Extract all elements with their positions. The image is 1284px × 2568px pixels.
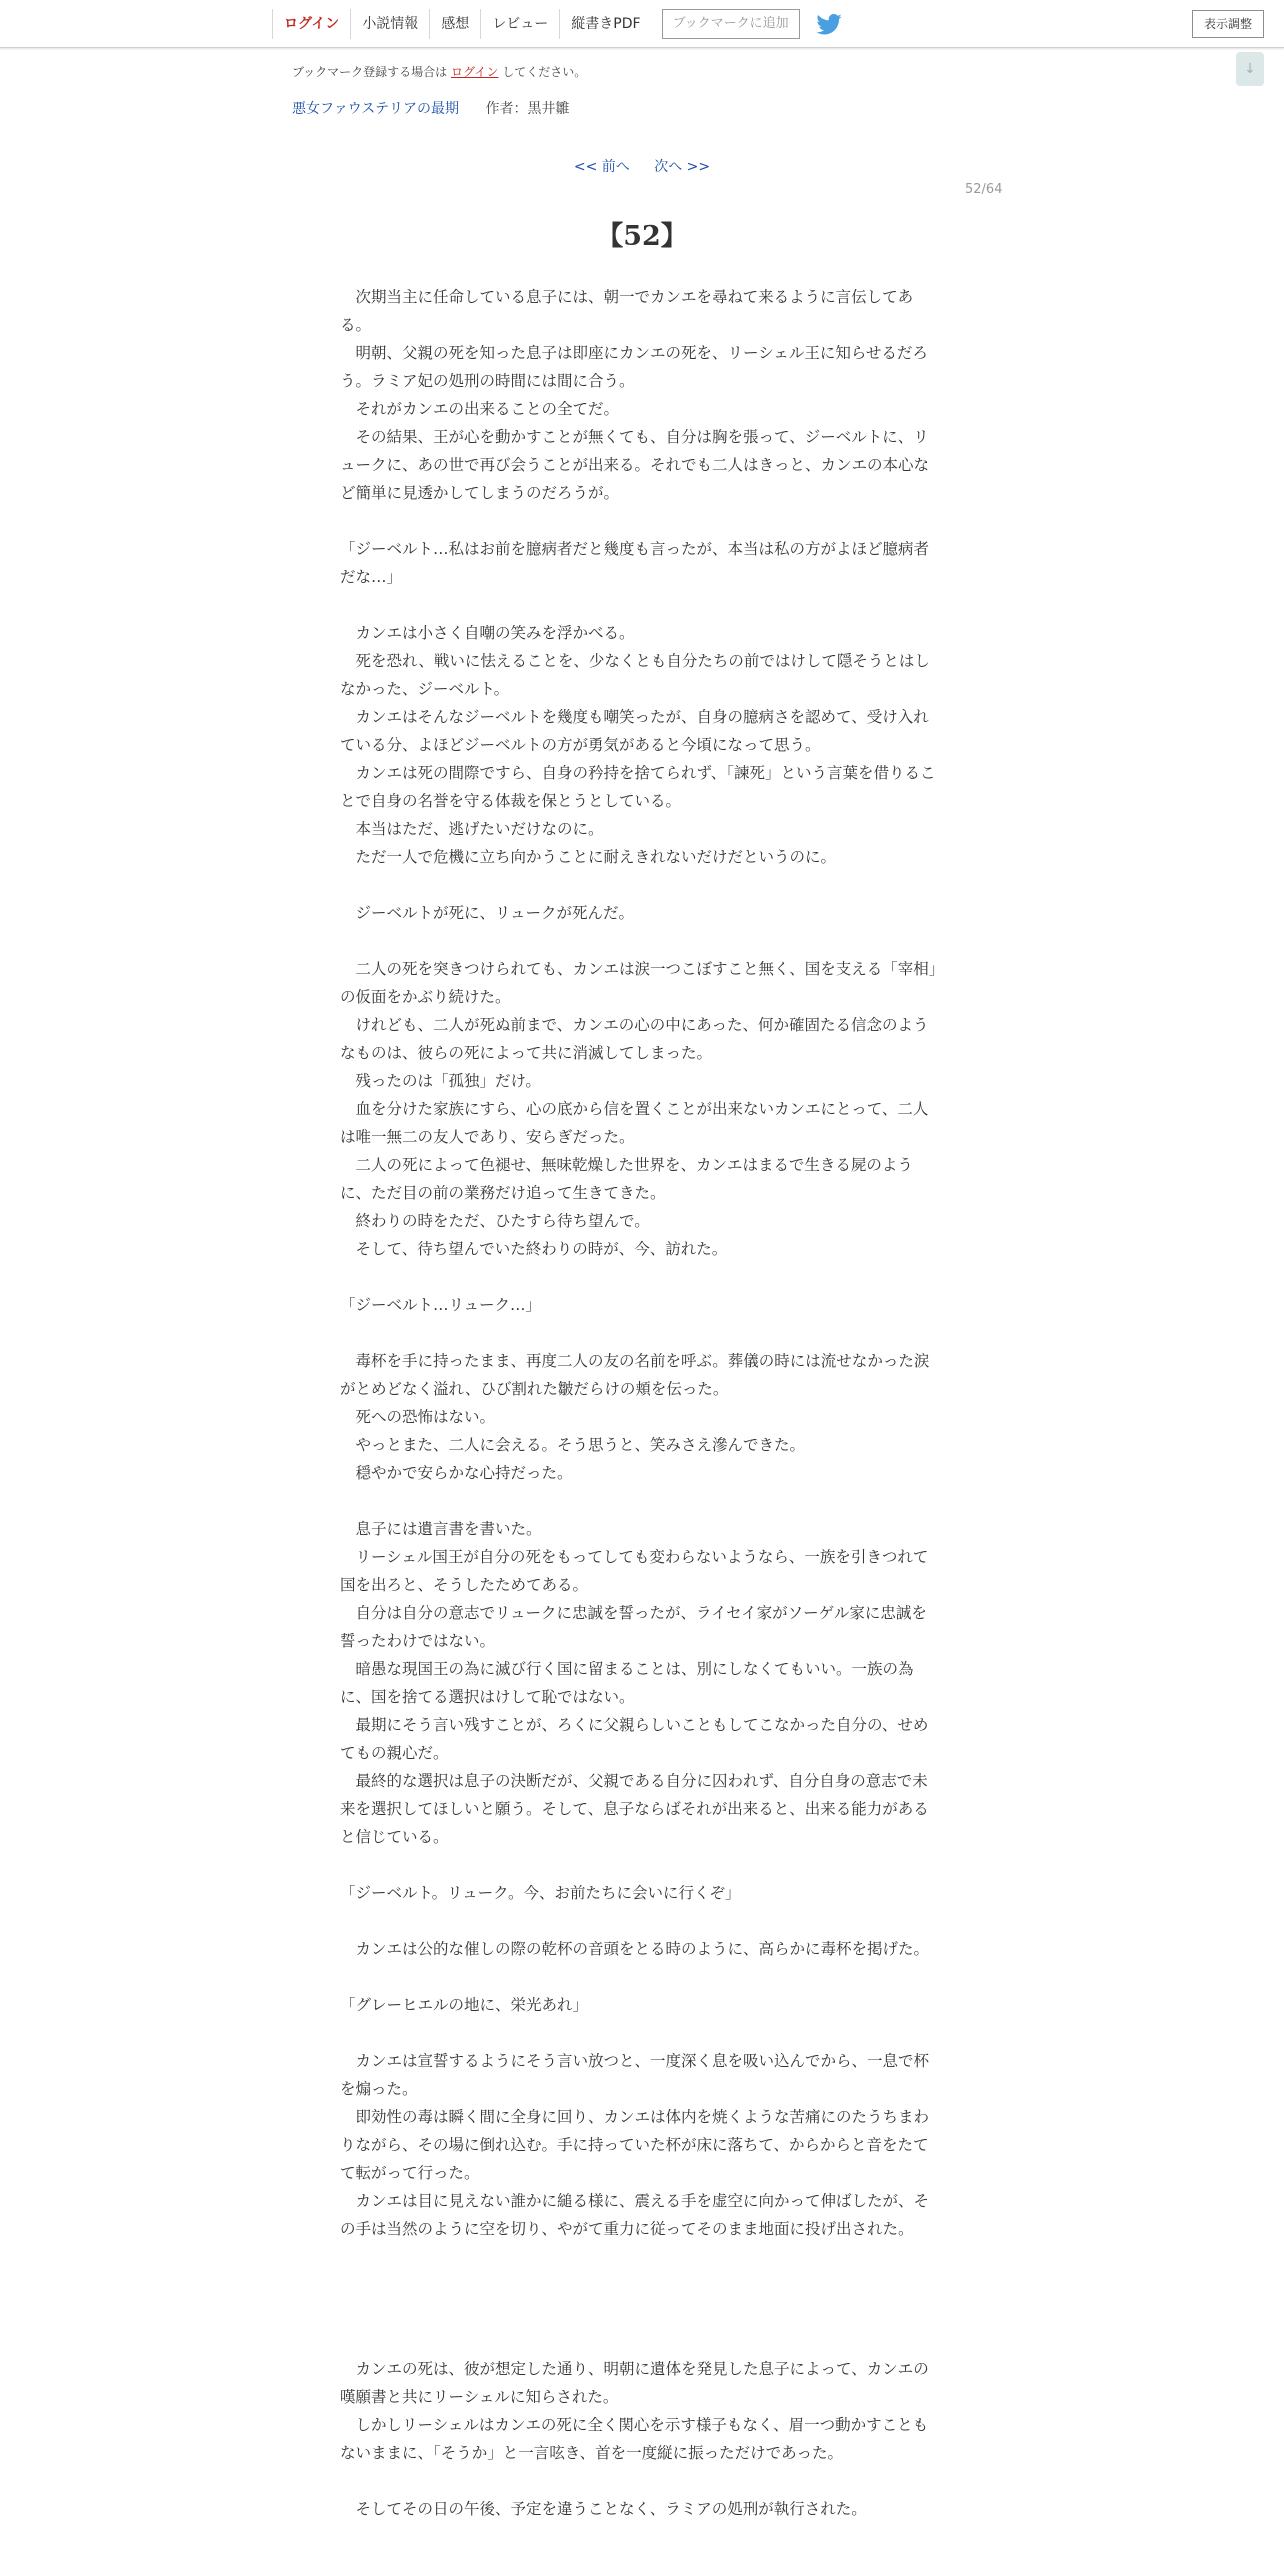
body-paragraph: 二人の死によって色褪せ、無味乾燥した世界を、カンエはまるで生きる屍のように、ただ目の前の業務だけ追って生きてきた。 xyxy=(340,1156,913,1202)
login-note-prefix: ブックマーク登録する場合は xyxy=(292,65,448,79)
body-paragraph: ジーベルトが死に、リュークが死んだ。 xyxy=(340,904,635,922)
prev-chapter-link[interactable]: << 前へ xyxy=(573,159,630,175)
body-paragraph: カンエは目に見えない誰かに縋る様に、震える手を虚空に向かって伸ばしたが、その手は当然のように空を切り、やがて重力に従ってそのまま地面に投げ出された。 xyxy=(340,2192,930,2238)
chapter-pager xyxy=(0,156,1284,176)
blank-line xyxy=(340,507,940,535)
body-paragraph: 穏やかで安らかな心持だった。 xyxy=(340,1464,573,1482)
blank-line xyxy=(340,591,940,619)
body-paragraph: カンエの死は、彼が想定した通り、明朝に遺体を発見した息子によって、カンエの嘆願書と共にリーシェルに知らされた。 xyxy=(340,2360,929,2406)
body-paragraph: 本当はただ、逃げたいだけなのに。 xyxy=(340,820,604,838)
body-paragraph: やっとまた、二人に会える。そう思うと、笑みさえ滲んできた。 xyxy=(340,1436,806,1454)
body-paragraph: 「ジーベルト…リューク…」 xyxy=(340,1296,542,1314)
body-paragraph: 明朝、父親の死を知った息子は即座にカンエの死を、リーシェル王に知らせるだろう。ラミア妃の処刑の時間には間に合う。 xyxy=(340,344,928,390)
body-paragraph: 自分は自分の意志でリュークに忠誠を誓ったが、ライセイ家がソーゲル家に忠誠を誓ったわけではない。 xyxy=(340,1604,927,1650)
next-chapter-link[interactable]: 次へ >> xyxy=(654,159,711,175)
body-paragraph: そしてその日の午後、予定を違うことなく、ラミアの処刑が執行された。 xyxy=(340,2500,867,2518)
blank-line xyxy=(340,927,940,955)
blank-line xyxy=(340,1963,940,1991)
nav-login-link[interactable]: ログイン xyxy=(272,9,350,39)
body-paragraph: しかしリーシェルはカンエの死に全く関心を示す様子もなく、眉一つ動かすこともないままに、「そうか」と一言呟き、首を一度縦に振っただけであった。 xyxy=(340,2416,929,2462)
body-paragraph: ただ一人で危機に立ち向かうことに耐えきれないだけだというのに。 xyxy=(340,848,837,866)
body-paragraph: カンエは公的な催しの際の乾杯の音頭をとる時のように、高らかに毒杯を掲げた。 xyxy=(340,1940,930,1958)
scroll-down-button[interactable]: ↓ xyxy=(1236,52,1264,86)
body-paragraph: 最終的な選択は息子の決断だが、父親である自分に囚われず、自分自身の意志で未来を選択してほしいと願う。そして、息子ならばそれが出来ると、出来る能力があると信じている。 xyxy=(340,1772,929,1846)
novel-author: 作者：黒井雛 xyxy=(485,101,570,117)
blank-line xyxy=(340,1319,940,1347)
blank-line xyxy=(340,2327,940,2355)
nav-novel-info-link[interactable]: 小説情報 xyxy=(350,9,429,39)
body-paragraph: カンエは小さく自嘲の笑みを浮かべる。 xyxy=(340,624,635,642)
body-paragraph: カンエはそんなジーベルトを幾度も嘲笑ったが、自身の臆病さを認めて、受け入れている分、よほどジーベルトの方が勇気があると今頃になって思う。 xyxy=(340,708,929,754)
body-paragraph: 「ジーベルト。リューク。今、お前たちに会いに行くぞ」 xyxy=(340,1884,741,1902)
body-paragraph: 二人の死を突きつけられても、カンエは涙一つこぼすこと無く、国を支える「宰相」の仮面をかぶり続けた。 xyxy=(340,960,937,1006)
nav-menu xyxy=(272,8,844,40)
page-number: 52/64 xyxy=(965,182,1003,197)
body-paragraph: 毒杯を手に持ったまま、再度二人の友の名前を呼ぶ。葬儀の時には流せなかった涙がとめどなく溢れ、ひび割れた皺だらけの頬を伝った。 xyxy=(340,1352,930,1398)
nav-impressions-link[interactable]: 感想 xyxy=(429,9,480,39)
top-nav-bar xyxy=(0,0,1284,48)
nav-review-link[interactable]: レビュー xyxy=(480,9,559,39)
add-bookmark-button[interactable]: ブックマークに追加 xyxy=(662,9,800,39)
blank-line xyxy=(340,1907,940,1935)
blank-line xyxy=(340,2299,940,2327)
blank-line xyxy=(340,2271,940,2299)
body-paragraph: 血を分けた家族にすら、心の底から信を置くことが出来ないカンエにとって、二人は唯一無二の友人であり、安らぎだった。 xyxy=(340,1100,929,1146)
body-paragraph: そして、待ち望んでいた終わりの時が、今、訪れた。 xyxy=(340,1240,728,1258)
blank-line xyxy=(340,871,940,899)
body-paragraph: 終わりの時をただ、ひたすら待ち望んで。 xyxy=(340,1212,650,1230)
chapter-title: 【52】 xyxy=(596,221,688,252)
body-paragraph: カンエは死の間際ですら、自身の矜持を捨てられず、「諫死」という言葉を借りることで自身の名誉を守る体裁を保とうとしている。 xyxy=(340,764,936,810)
body-paragraph: その結果、王が心を動かすことが無くても、自分は胸を張って、ジーベルトに、リュークに、あの世で再び会うことが出来る。それでも二人はきっと、カンエの本心など簡単に見透かしてしまうのだろうが。 xyxy=(340,428,930,502)
body-paragraph: けれども、二人が死ぬ前まで、カンエの心の中にあった、何か確固たる信念のようなものは、彼らの死によって共に消滅してしまった。 xyxy=(340,1016,929,1062)
body-paragraph: 次期当主に任命している息子には、朝一でカンエを尋ねて来るように言伝してある。 xyxy=(340,288,914,334)
body-paragraph: 息子には遺言書を書いた。 xyxy=(340,1520,542,1538)
bookmark-login-note xyxy=(292,63,586,80)
novel-meta xyxy=(292,98,569,118)
blank-line xyxy=(340,1851,940,1879)
blank-line xyxy=(340,2019,940,2047)
blank-line xyxy=(340,1487,940,1515)
body-paragraph: リーシェル国王が自分の死をもってしても変わらないようなら、一族を引きつれて国を出ろと、そうしたためてある。 xyxy=(340,1548,929,1594)
body-paragraph: 「グレーヒエルの地に、栄光あれ」 xyxy=(340,1996,589,2014)
body-paragraph: 「ジーベルト…私はお前を臆病者だと幾度も言ったが、本当は私の方がよほど臆病者だな…」 xyxy=(340,540,930,586)
login-note-suffix: してください。 xyxy=(502,65,587,79)
nav-vertical-pdf-link[interactable]: 縦書きPDF xyxy=(559,9,651,39)
display-settings-button[interactable]: 表示調整 xyxy=(1192,10,1264,38)
body-paragraph: カンエは宣誓するようにそう言い放つと、一度深く息を吸い込んでから、一息で杯を煽った。 xyxy=(340,2052,930,2098)
login-note-link[interactable]: ログイン xyxy=(451,65,499,79)
blank-line xyxy=(340,2243,940,2271)
body-paragraph: 暗愚な現国王の為に滅び行く国に留まることは、別にしなくてもいい。一族の為に、国を捨てる選択はけして恥ではない。 xyxy=(340,1660,914,1706)
body-paragraph: 残ったのは「孤独」だけ。 xyxy=(340,1072,541,1090)
body-paragraph: それがカンエの出来ることの全てだ。 xyxy=(340,400,620,418)
twitter-bird-icon[interactable] xyxy=(816,12,844,36)
body-paragraph: 即効性の毒は瞬く間に全身に回り、カンエは体内を焼くような苦痛にのたうちまわりながら、その場に倒れ込む。手に持っていた杯が床に落ちて、からからと音をたてて転がって行った。 xyxy=(340,2108,930,2182)
novel-body xyxy=(340,283,940,2523)
blank-line xyxy=(340,1263,940,1291)
body-paragraph: 死を恐れ、戦いに怯えることを、少なくとも自分たちの前ではけして隠そうとはしなかった、ジーベルト。 xyxy=(340,652,930,698)
body-paragraph: 最期にそう言い残すことが、ろくに父親らしいこともしてこなかった自分の、せめてもの親心だ。 xyxy=(340,1716,929,1762)
body-paragraph: 死への恐怖はない。 xyxy=(340,1408,496,1426)
blank-line xyxy=(340,2467,940,2495)
novel-title-link[interactable]: 悪女ファウステリアの最期 xyxy=(292,101,460,117)
